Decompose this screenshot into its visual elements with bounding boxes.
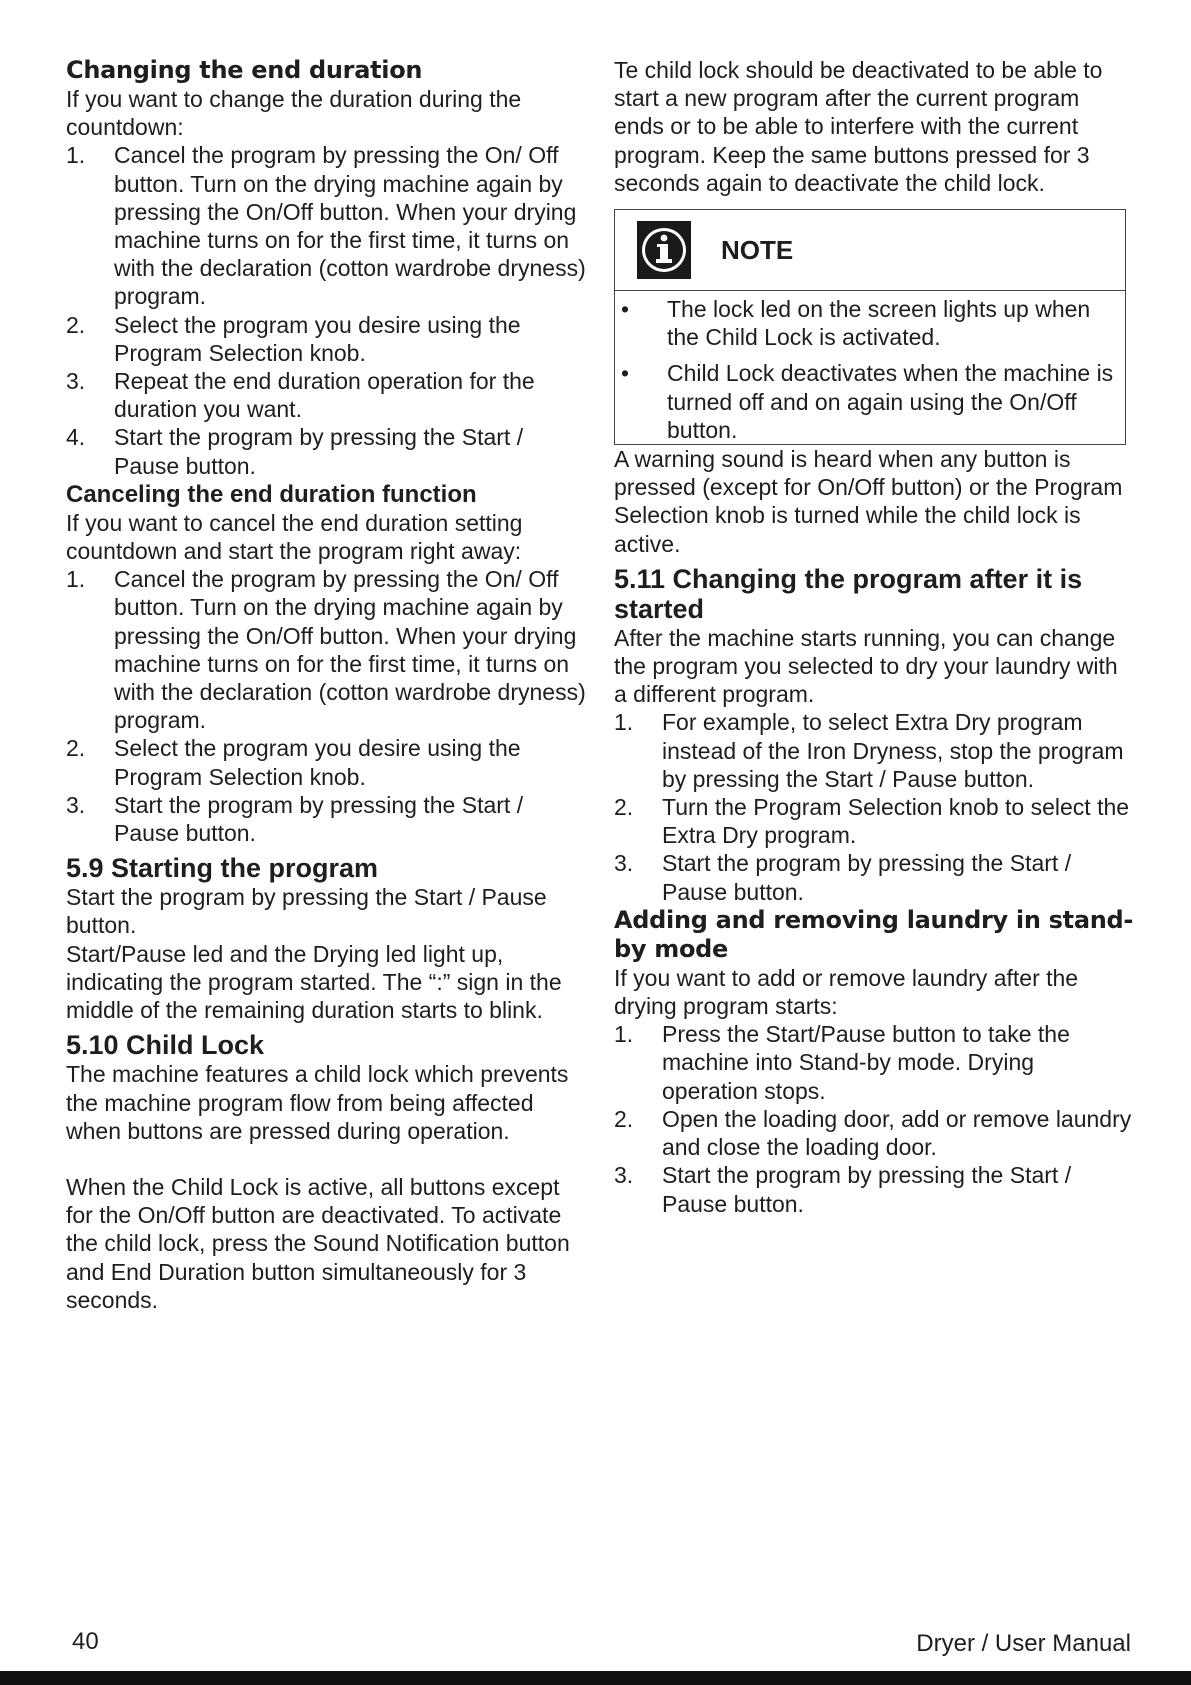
heading-adding-removing-laundry: Adding and removing laundry in stand-by mode [614,905,1134,963]
note-box [614,209,1126,445]
starting-program-text-2: Start/Pause led and the Drying led light up, indicating the program started. The “:” sign in the middle of the remaining duration starts to blink. [66,940,562,1024]
changing-program-steps [614,708,1134,905]
list-item: 2. Open the loading door, add or remove laundry and close the loading door. [614,1105,1132,1161]
canceling-end-duration-steps [66,565,586,847]
bottom-border [0,1671,1191,1685]
changing-end-duration-steps [66,141,586,479]
left-column [66,56,586,1314]
warning-sound-text: A warning sound is heard when any button is pressed (except for On/Off button) or the Program Selection knob is turned while the child lock is active. [614,446,1123,557]
list-item: • Child Lock deactivates when the machine is turned off and on again using the On/Off button. [621,360,1114,443]
list-item: 1. Press the Start/Pause button to take the machine into Stand-by mode. Drying operation stops. [614,1021,1070,1104]
intro-changing-end-duration: If you want to change the duration during the countdown: [66,86,522,141]
list-item: 1. Cancel the program by pressing the On/ Off button. Turn on the drying machine again by pressing the On/Off button. When your drying machine turns on for the first time, it turns on with the declaration (cotton wardrobe dryness) program. [66,142,586,310]
heading-canceling-end-duration: Canceling the end duration function [66,480,477,508]
list-item: 3. Start the program by pressing the Start / Pause button. [614,850,1072,905]
list-item: • The lock led on the screen lights up when the Child Lock is activated. [621,296,1091,351]
intro-canceling-end-duration: If you want to cancel the end duration setting countdown and start the program right away: [66,509,523,565]
list-item: 1. For example, to select Extra Dry program instead of the Iron Dryness, stop the program by pressing the Start / Pause button. [614,709,1124,792]
note-list [615,291,1125,444]
heading-changing-program-after-start: 5.11 Changing the program after it is started [614,563,1083,624]
note-title: NOTE [721,234,794,265]
child-lock-text-2: When the Child Lock is active, all buttons except for the On/Off button are deactivated. To activate the child lock, press the Sound Notification button and End Duration button simultaneously for 3 seconds. [66,1173,570,1313]
list-item: 1. Cancel the program by pressing the On/ Off button. Turn on the drying machine again by pressing the On/Off button. When your drying machine turns on for the first time, it turns on with the declaration (cotton wardrobe dryness) program. [66,566,586,734]
note-header [615,210,1125,291]
standby-steps [614,1020,1134,1217]
right-column [614,56,1134,1218]
document-title: Dryer / User Manual [916,1630,1131,1657]
list-item: 2. Turn the Program Selection knob to select the Extra Dry program. [614,794,1130,849]
starting-program-text-1: Start the program by pressing the Start / Pause button. [66,884,547,939]
page-number: 40 [72,1628,99,1655]
list-item: 2. Select the program you desire using the Program Selection knob. [66,311,521,366]
info-icon [637,221,691,279]
child-lock-text-1: The machine features a child lock which prevents the machine program flow from being affected when buttons are pressed during operation. [66,1061,569,1144]
list-item: 3. Start the program by pressing the Start / Pause button. [614,1162,1072,1217]
list-item: 2. Select the program you desire using the Program Selection knob. [66,735,521,790]
changing-program-after-start-text: After the machine starts running, you can change the program you selected to dry your laundry with a different program. [614,624,1118,708]
list-item: 3. Start the program by pressing the Start / Pause button. [66,791,524,847]
heading-changing-end-duration: Changing the end duration [66,56,423,84]
heading-child-lock: 5.10 Child Lock [66,1030,265,1061]
list-item: 4. Start the program by pressing the Start / Pause button. [66,424,524,479]
child-lock-deactivate-text: Te child lock should be deactivated to be able to start a new program after the current program ends or to be able to interfere with the current program. Keep the same buttons pressed for 3 seconds again to deactivate the child lock. [614,57,1103,196]
list-item: 3. Repeat the end duration operation for the duration you want. [66,368,535,423]
adding-removing-laundry-text: If you want to add or remove laundry after the drying program starts: [614,964,1079,1020]
heading-starting-program: 5.9 Starting the program [66,853,379,884]
